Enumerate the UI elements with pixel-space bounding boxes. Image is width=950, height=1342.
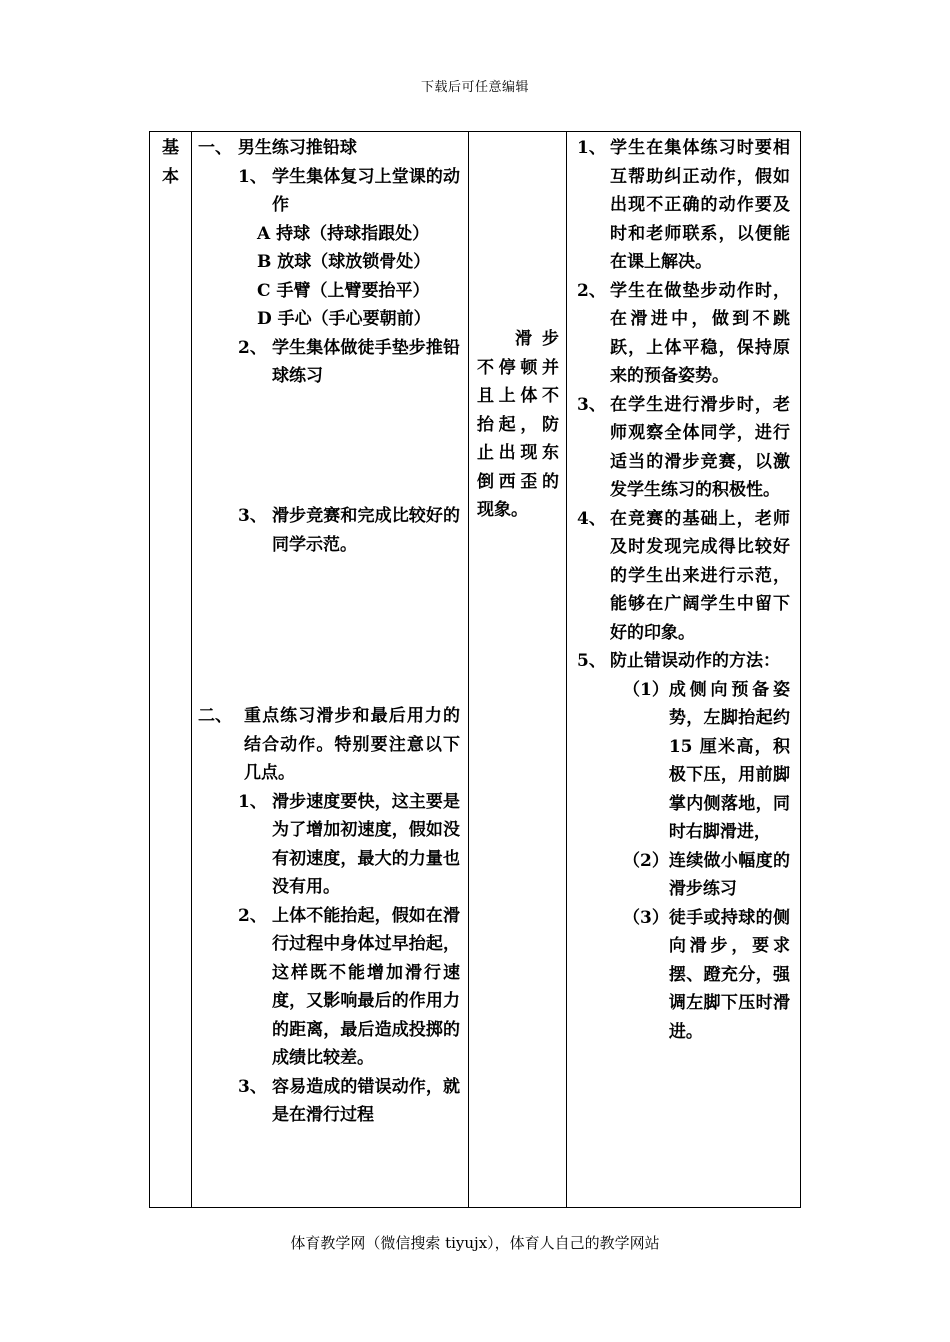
page-header: 下载后可任意编辑 [420,80,529,95]
item-text: 滑步竞赛和完成比较好的同学示范。 [272,506,460,555]
item-number: 2、 [238,905,267,926]
note-item-5 [567,647,800,676]
method-number: （3） [623,907,669,928]
part-one-item-3 [192,502,469,559]
part-one-item-2 [192,334,469,391]
note-item-2 [567,277,800,391]
note-text: 在学生进行滑步时，老师观察全体同学，进行适当的滑步竞赛，以激发学生练习的积极性。 [610,394,790,500]
method-text: 连续做小幅度的滑步练习 [668,850,790,899]
note-item-3 [567,391,800,505]
note-text: 防止错误动作的方法： [610,651,780,671]
part-two-item-1 [192,788,469,902]
note-number: 2、 [577,280,606,301]
section-label [150,132,191,191]
part-one-title: 一、 男生练习推铅球 [198,138,357,158]
section-label-column [150,132,192,1207]
item-text: 学生集体做徒手垫步推铅球练习 [272,337,460,386]
note-number: 3、 [577,394,606,415]
item-text: 上体不能抬起，假如在滑行过程中身体过早抬起，这样既不能增加滑行速度，又影响最后的作用力的距离，最后造成投掷的成绩比较差。 [272,905,460,1068]
note-text: 学生在集体练习时要相互帮助纠正动作，假如出现不正确的动作要及时和老师联系，以便能在课上解决。 [610,138,790,272]
part-number: 二、 [198,706,232,726]
part-two-title [192,702,469,788]
key-point-column [469,132,567,1207]
item-number: 2、 [238,337,267,358]
item-number: 1、 [238,166,267,187]
grip-point-d: D 手心（手心要朝前） [257,309,431,329]
note-text: 在竞赛的基础上，老师及时发现完成得比较好的学生出来进行示范，能够在广阔学生中留下好的印象。 [610,508,790,643]
grip-point-b: B 放球（球放锁骨处） [257,252,431,272]
method-item-2 [567,847,800,904]
part-two-item-3 [192,1073,469,1130]
item-number: 3、 [238,1076,267,1097]
lesson-table [149,131,801,1208]
part-one-item-1 [192,163,469,220]
note-number: 4、 [577,508,606,529]
notes-list [567,134,800,1046]
section-label-char: 基 [162,138,179,158]
item-number: 1、 [238,791,267,812]
section-label-char: 本 [162,166,179,187]
method-text: 徒手或持球的侧向滑步，要求摆、蹬充分，强调左脚下压时滑进。 [668,907,790,1042]
note-item-4 [567,505,800,648]
part-two-item-2 [192,902,469,1073]
method-text: 成侧向预备姿势，左脚抬起约 15 厘米高，积极下压，用前脚掌内侧落地，同时右脚滑进， [668,679,790,842]
item-text: 容易造成的错误动作，就是在滑行过程 [272,1076,460,1125]
method-number: （2） [623,850,669,871]
method-item-1 [567,676,800,847]
grip-point-a: A 持球（持球指跟处） [257,223,430,244]
notes-column [567,132,800,1207]
part-one [192,134,469,391]
method-item-3 [567,904,800,1047]
part-two [192,702,469,1130]
item-text: 滑步速度要快，这主要是为了增加初速度，假如没有初速度，最大的力量也没有用。 [272,791,460,897]
note-number: 5、 [577,651,606,671]
item-number: 3、 [238,506,267,526]
note-text: 学生在做垫步动作时，在滑进中，做到不跳跃，上体平稳，保持原来的预备姿势。 [610,280,790,386]
note-item-1 [567,134,800,277]
page-footer: 体育教学网（微信搜索 tiyujx），体育人自己的教学网站 [290,1234,660,1252]
method-number: （1） [623,679,669,700]
item-text: 学生集体复习上堂课的动作 [272,166,460,215]
note-number: 1、 [577,138,606,158]
grip-point-c: C 手臂（上臂要抬平） [257,280,430,301]
content-column [192,132,469,1207]
key-point-text: 滑步不停顿并且上体不抬起，防止出现东倒西歪的现象。 [477,329,559,520]
part-text: 重点练习滑步和最后用力的结合动作。特别要注意以下几点。 [244,706,460,783]
